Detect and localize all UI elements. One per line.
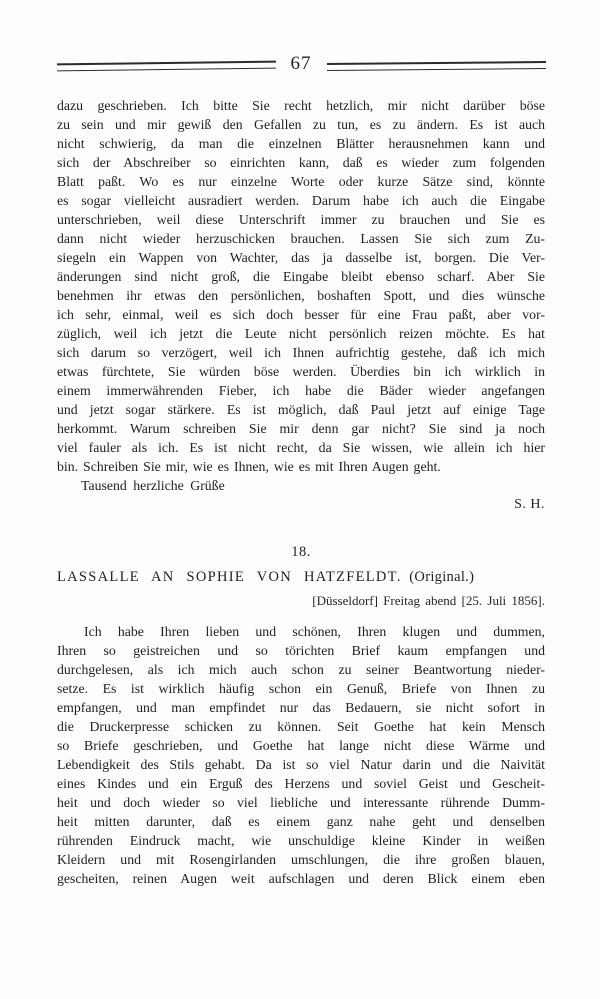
text-line: heit und doch wieder so viel liebliche und interessante rührende Dumm- [57, 795, 545, 810]
text-line: Kleidern und mit Rosengirlanden umschlungen, die ihre großen blauen, [57, 852, 545, 867]
text-line: benehmen ihr etwas den persönlichen, boshaften Spott, und dies wünsche [57, 288, 545, 303]
text-line: Blatt paßt. Wo es nur einzelne Worte oder kurze Sätze sind, könnte [57, 174, 545, 189]
text-line: änderungen sind nicht groß, die Eingabe bleibt ebenso scharf. Aber Sie [57, 269, 545, 284]
letter-18-body [57, 622, 545, 888]
text-line: die Druckerpresse schicken zu können. Seit Goethe hat kein Mensch [57, 719, 545, 734]
text-line: heit mitten darunter, daß es einem ganz nahe geht und denselben [57, 814, 545, 829]
text-line: etwas fürchtete, Sie würden böse werden. Überdies bin ich wirklich in [57, 364, 545, 379]
text-line: züglich, weil ich jetzt die Leute nicht persönlich reizen möchte. Es hat [57, 326, 545, 341]
text-line: herkommt. Warum schreiben Sie mir denn gar nicht? Sie sind ja noch [57, 421, 545, 436]
text-line: und jetzt sogar stärkere. Es ist möglich, daß Paul jetzt auf einige Tage [57, 402, 545, 417]
text-line: zu sein und mir gewiß den Gefallen zu tun, es zu ändern. Es ist auch [57, 117, 545, 132]
text-line: empfangen, und man empfindet nur das Bedauern, sie nicht sofort in [57, 700, 545, 715]
text-line: setze. Es ist wirklich häufig schon ein Genuß, Briefe von Ihnen zu [57, 681, 545, 696]
text-line: so Briefe geschrieben, und Goethe hat lange nicht diese Wärme und [57, 738, 545, 753]
letter-17-closing: Tausend herzliche Grüße [81, 478, 225, 493]
letter-17-signature: S. H. [514, 497, 545, 512]
text-line: bin. Schreiben Sie mir, wie es Ihnen, wie es mit Ihren Augen geht. [57, 459, 441, 474]
text-line: nicht schwierig, da man die einzelnen Blätter herausnehmen kann und [57, 136, 545, 151]
text-line: durchgelesen, als ich mich auch schon zu seiner Beantwortung nieder- [57, 662, 545, 677]
text-line: unterschrieben, weil diese Unterschrift immer zu brauchen und Sie es [57, 212, 545, 227]
text-line: dazu geschrieben. Ich bitte Sie recht hetzlich, mir nicht darüber böse [57, 98, 545, 113]
text-line: es sogar vielleicht ausradiert werden. Darum habe ich auch die Eingabe [57, 193, 545, 208]
text-line: Lebendigkeit des Stils gehabt. Da ist so viel Natur darin und die Naivität [57, 757, 545, 772]
page-number: 67 [290, 53, 312, 74]
section-title [57, 569, 545, 586]
text-line: Ihren so geistreichen und so törichten Brief kaum empfangen und [57, 643, 545, 658]
text-line: gescheiten, reinen Augen weit aufschlagen und deren Blick einem eben [57, 871, 545, 886]
text-line: Ich habe Ihren lieben und schönen, Ihren klugen und dummen, [84, 624, 545, 639]
section-dateline: [Düsseldorf] Freitag abend [25. Juli 1856]. [312, 593, 545, 608]
text-line: eines Kindes und ein Erguß des Herzens und soviel Geist und Gescheit- [57, 776, 545, 791]
page-header [57, 52, 545, 80]
text-line: viel fauler als ich. Es ist nicht recht, da Sie wissen, wie allein ich hier [57, 440, 545, 455]
letter-17-continuation [57, 96, 545, 514]
text-line: rührenden Eindruck macht, wie unschuldige kleine Kinder in weißen [57, 833, 545, 848]
text-line: ich sehr, einmal, weil es sich doch besser für eine Frau paßt, aber vor- [57, 307, 545, 322]
text-line: sich darum so verzögert, weil ich Ihnen aufrichtig gestehe, daß ich mich [57, 345, 545, 360]
text-line: sich der Abschreiber so einrichten kann, daß es wieder zum folgenden [57, 155, 545, 170]
section-number: 18. [291, 544, 311, 560]
section-title-original-tag: (Original.) [409, 569, 475, 585]
text-line: dann nicht wieder herzuschicken brauchen. Lassen Sie sich zum Zu- [57, 231, 545, 246]
text-line: siegeln ein Wappen von Wachter, das ja dasselbe ist, borgen. Die Ver- [57, 250, 545, 265]
letter-17-body [57, 96, 545, 476]
header-rule-left [57, 61, 276, 72]
text-line: einem immerwährenden Fieber, ich habe die Bäder wieder angefangen [57, 383, 545, 398]
header-rule-right [326, 61, 545, 71]
letter-18-section [57, 544, 545, 888]
section-title-caps: LASSALLE AN SOPHIE VON HATZFELDT. [57, 569, 402, 585]
